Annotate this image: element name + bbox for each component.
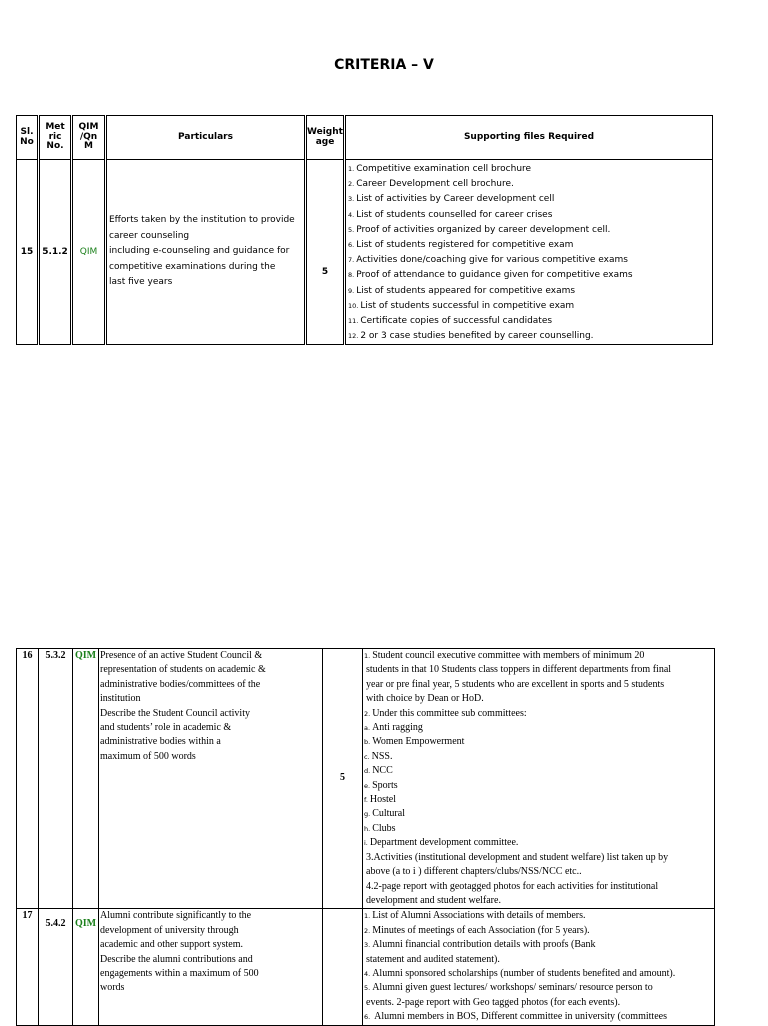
supporting-file-line: f. Hostel: [364, 794, 396, 806]
supporting-file-item: 11. Certificate copies of successful candidates: [348, 316, 553, 327]
sl-no-cell: 17: [17, 909, 39, 1025]
supporting-file-line: above (a to i ) different chapters/clubs/NSS/NCC etc..: [366, 866, 582, 878]
table-row: [17, 160, 713, 345]
sl-no-cell: 16: [17, 649, 39, 909]
supporting-file-line: 2. Minutes of meetings of each Association (for 5 years).: [364, 924, 590, 936]
supporting-file-line: events. 2-page report with Geo tagged photos (for each events).: [366, 996, 621, 1008]
weightage-cell: 5: [323, 649, 363, 909]
supporting-files-list: [364, 909, 714, 1024]
header-metric-no: Met ric No.: [39, 116, 72, 160]
supporting-file-item: 2. Career Development cell brochure.: [348, 179, 514, 190]
supporting-file-item: 1. Competitive examination cell brochure: [348, 164, 532, 174]
supporting-file-line: 1. Student council executive committee with members of minimum 20: [364, 650, 645, 661]
particulars-cell: Alumni contribute significantly to the development of university through academic and other support system. Describe the alumni contributions and engagements within a maximum of 500 words: [99, 909, 323, 1025]
supporting-file-line: 5. Alumni given guest lectures/ workshops/ seminars/ resource person to: [364, 982, 653, 994]
supporting-file-line: h. Clubs: [364, 822, 396, 834]
supporting-files-list: [364, 649, 714, 908]
metric-no-cell: 5.4.2: [39, 909, 73, 1025]
supporting-file-line: b. Women Empowerment: [364, 736, 465, 748]
weightage-cell: 5: [306, 160, 345, 345]
criteria-table-bottom: [16, 648, 715, 1026]
supporting-file-item: 8. Proof of attendance to guidance given for competitive exams: [348, 270, 633, 281]
qim-cell: QIM: [73, 909, 99, 1025]
table-header-row: [17, 116, 713, 160]
supporting-file-line: a. Anti ragging: [364, 722, 423, 734]
header-weightage: Weight age: [306, 116, 345, 160]
table-row: [17, 649, 715, 909]
supporting-file-item: 10. List of students successful in competitive exam: [348, 300, 575, 311]
supporting-file-line: 3. Alumni financial contribution details with proofs (Bank: [364, 939, 596, 951]
supporting-files-cell: [345, 160, 713, 345]
supporting-file-line: d. NCC: [364, 765, 393, 777]
supporting-file-line: year or pre final year, 5 students who are excellent in sports and 5 students: [366, 678, 665, 690]
supporting-file-item: 4. List of students counselled for career crises: [348, 209, 553, 220]
supporting-file-item: 6. List of students registered for competitive exam: [348, 240, 574, 251]
supporting-file-line: development and student welfare.: [366, 894, 501, 906]
qim-cell: QIM: [72, 160, 106, 345]
supporting-file-line: students in that 10 Students class toppers in different departments from final: [366, 664, 672, 676]
supporting-file-item: 5. Proof of activities organized by career development cell.: [348, 224, 611, 235]
supporting-file-line: with choice by Dean or HoD.: [366, 693, 484, 705]
weightage-cell: [323, 909, 363, 1025]
qim-cell: QIM: [73, 649, 99, 909]
criteria-table-top: [16, 115, 713, 345]
supporting-file-line: i. Department development committee.: [364, 837, 519, 849]
supporting-file-line: 4.2-page report with geotagged photos for each activities for institutional: [366, 880, 659, 892]
supporting-file-line: e. Sports: [364, 779, 398, 791]
particulars-cell: Efforts taken by the institution to provide career counseling including e-counseling and guidance for competitive examinations during the last five years: [106, 160, 306, 345]
supporting-file-item: 7. Activities done/coaching give for various competitive exams: [348, 255, 628, 266]
sl-no-cell: 15: [17, 160, 39, 345]
supporting-file-line: g. Cultural: [364, 808, 405, 820]
supporting-files-cell: [363, 909, 715, 1025]
supporting-file-item: 9. List of students appeared for competitive exams: [348, 285, 576, 296]
supporting-file-line: statement and audited statement).: [366, 953, 500, 965]
header-particulars: Particulars: [106, 116, 306, 160]
supporting-file-line: 3.Activities (institutional development and student welfare) list taken up by: [366, 851, 669, 863]
table-row: [17, 909, 715, 1025]
metric-no-cell: 5.3.2: [39, 649, 73, 909]
supporting-file-item: 12. 2 or 3 case studies benefited by career counselling.: [348, 331, 594, 342]
supporting-files-cell: [363, 649, 715, 909]
supporting-file-item: 3. List of activities by Career development cell: [348, 194, 555, 205]
supporting-file-line: 6. Alumni members in BOS, Different committee in university (committees: [364, 1011, 667, 1023]
supporting-file-line: 2. Under this committee sub committees:: [364, 707, 527, 719]
header-qim: QIM /Qn M: [72, 116, 106, 160]
supporting-file-line: 4. Alumni sponsored scholarships (number of students benefited and amount).: [364, 967, 676, 979]
metric-no-cell: 5.1.2: [39, 160, 72, 345]
supporting-files-list: [346, 160, 712, 344]
supporting-file-line: 1. List of Alumni Associations with details of members.: [364, 910, 586, 922]
header-supporting-files: Supporting files Required: [345, 116, 713, 160]
supporting-file-line: c. NSS.: [364, 750, 393, 762]
header-sl-no: Sl. No: [17, 116, 39, 160]
page-title: CRITERIA – V: [334, 57, 434, 73]
particulars-cell: Presence of an active Student Council & representation of students on academic & administrative bodies/committees of the institution Describe the Student Council activity and students’ role in academic & administrative bodies within a maximum of 500 words: [99, 649, 323, 909]
